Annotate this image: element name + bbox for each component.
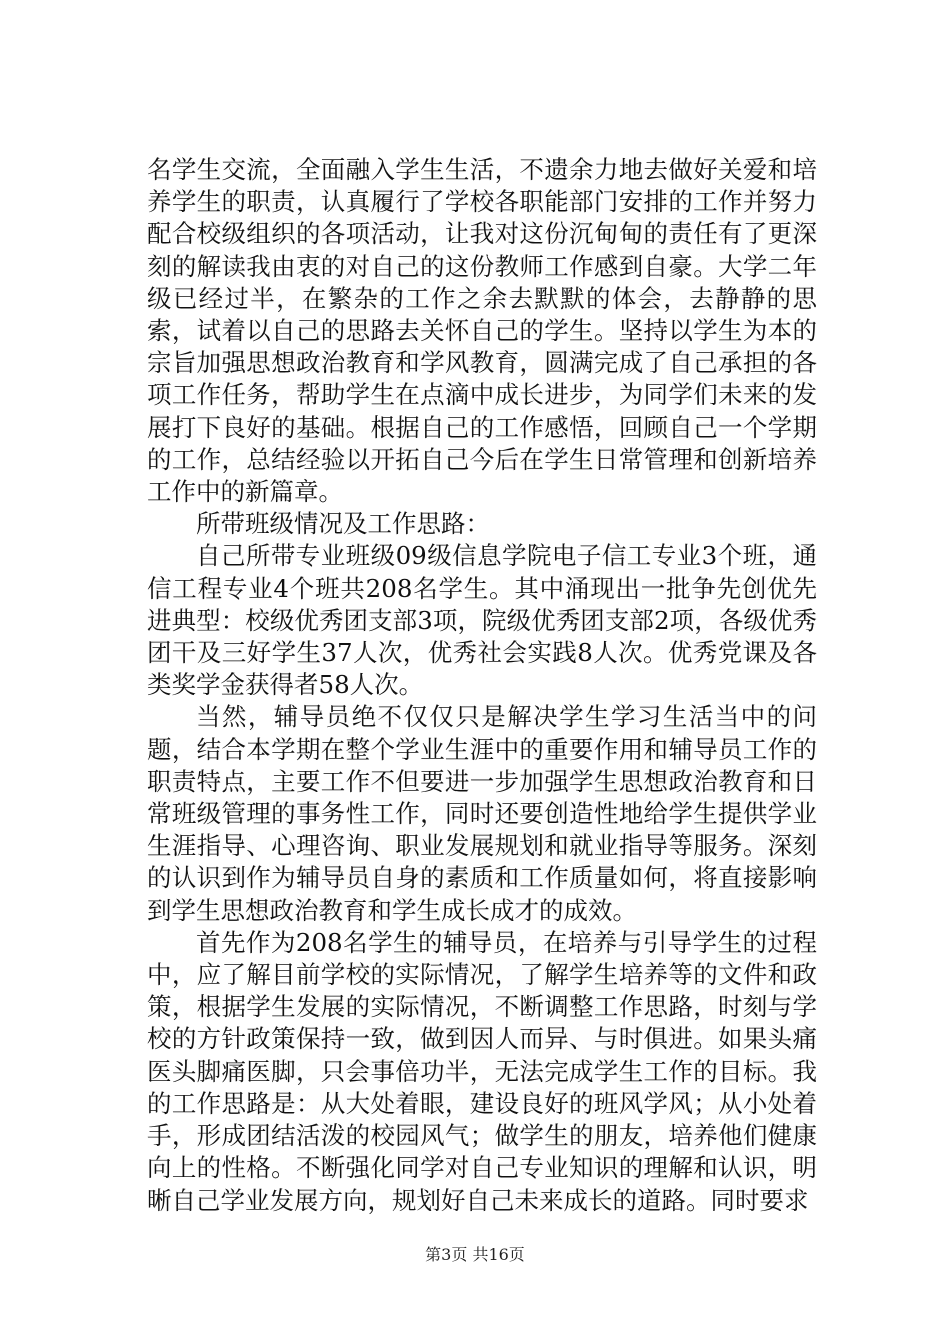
paragraph-1: 名学生交流，全面融入学生生活，不遗余力地去做好关爱和培养学生的职责，认真履行了学校各职能部门安排的工作并努力配合校级组织的各项活动，让我对这份沉甸甸的责任有了更深刻的解读我由衷的对自己的这份教师工作感到自豪。大学二年级已经过半，在繁杂的工作之余去默默的体会，去静静的思索，试着以自己的思路去关怀自己的学生。坚持以学生为本的宗旨加强思想政治教育和学风教育，圆满完成了自己承担的各项工作任务，帮助学生在点滴中成长进步，为同学们未来的发展打下良好的基础。根据自己的工作感悟，回顾自己一个学期的工作，总结经验以开拓自己今后在学生日常管理和创新培养工作中的新篇章。: [147, 155, 817, 507]
paragraph-2-section-heading: 所带班级情况及工作思路：: [196, 509, 490, 539]
paragraph-3: 自己所带专业班级09级信息学院电子信工专业3个班，通信工程专业4个班共208名学生。其中涌现出一批争先创优先进典型：校级优秀团支部3项，院级优秀团支部2项，各级优秀团干及三好学生37人次，优秀社会实践8人次。优秀党课及各类奖学金获得者58人次。: [147, 541, 817, 700]
document-body: [147, 154, 817, 1217]
paragraph-4: 当然，辅导员绝不仅仅只是解决学生学习生活当中的问题，结合本学期在整个学业生涯中的重要作用和辅导员工作的职责特点，主要工作不但要进一步加强学生思想政治教育和日常班级管理的事务性工作，同时还要创造性地给学生提供学业生涯指导、心理咨询、职业发展规划和就业指导等服务。深刻的认识到作为辅导员自身的素质和工作质量如何，将直接影响到学生思想政治教育和学生成长成才的成效。: [147, 702, 817, 925]
page-number-footer: 第3页 共16页: [425, 1245, 525, 1264]
paragraph-5: 首先作为208名学生的辅导员，在培养与引导学生的过程中，应了解目前学校的实际情况，了解学生培养等的文件和政策，根据学生发展的实际情况，不断调整工作思路，时刻与学校的方针政策保持一致，做到因人而异、与时俱进。如果头痛医头脚痛医脚，只会事倍功半，无法完成学生工作的目标。我的工作思路是：从大处着眼，建设良好的班风学风；从小处着手，形成团结活泼的校园风气；做学生的朋友，培养他们健康向上的性格。不断强化同学对自己专业知识的理解和认识，明晰自己学业发展方向，规划好自己未来成长的道路。同时要求: [147, 927, 817, 1215]
